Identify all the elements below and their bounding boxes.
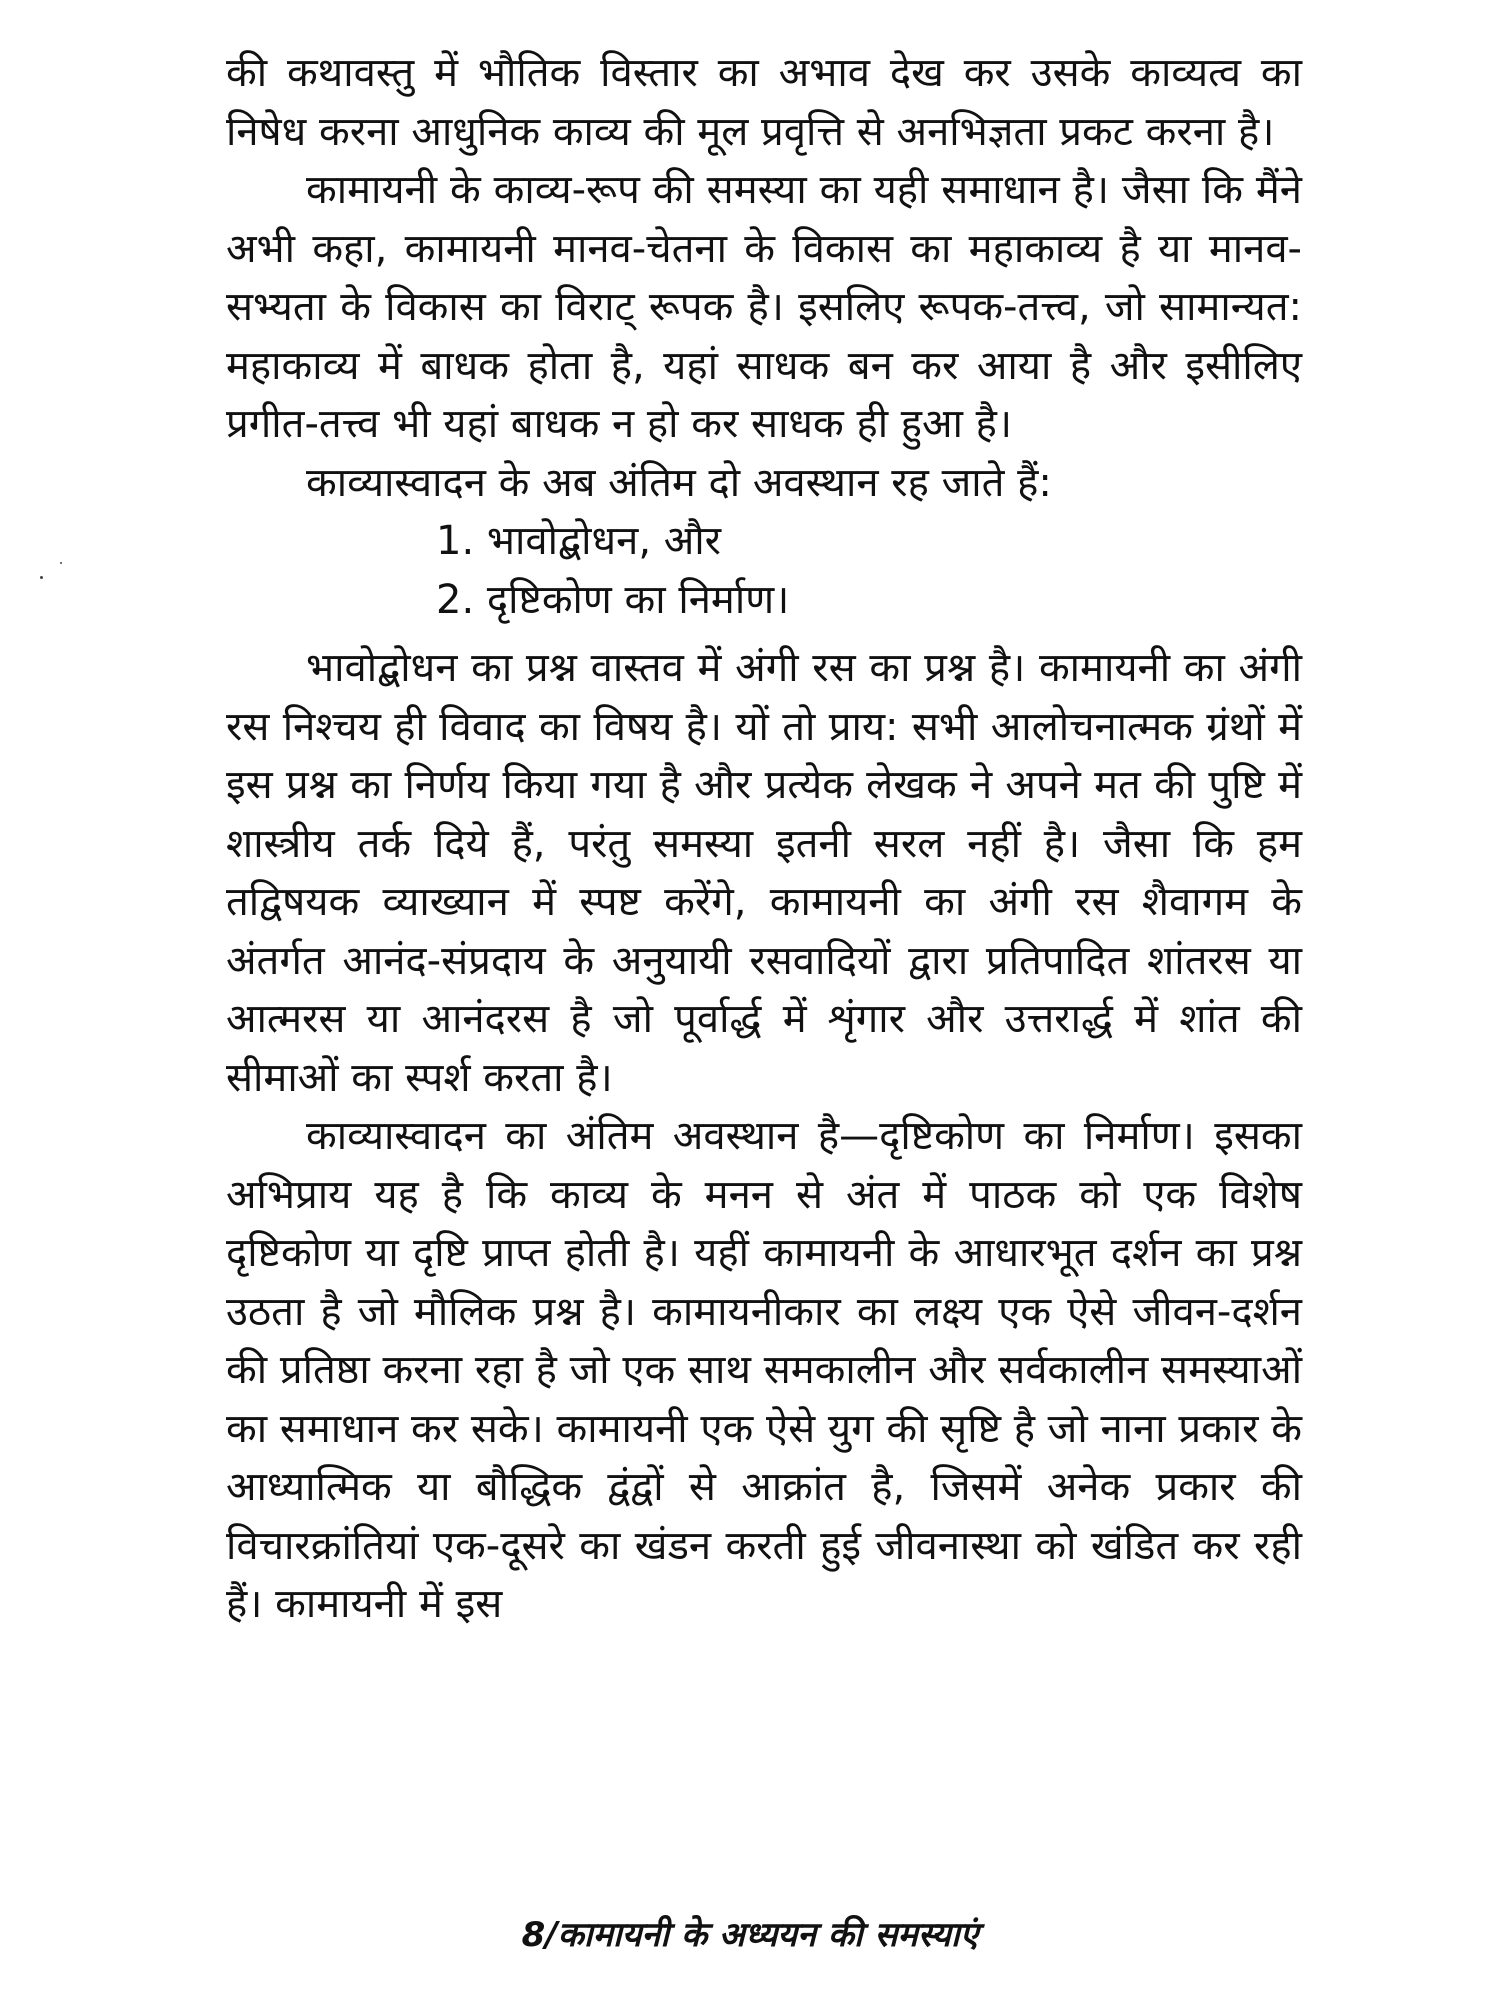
scan-speck-2 [60,562,62,564]
footer-separator: / [545,1915,558,1955]
paragraph-5: काव्यास्वादन का अंतिम अवस्थान है—दृष्टिकोण का निर्माण। इसका अभिप्राय यह है कि काव्य के मनन से अंत में पाठक को एक विशेष दृष्टिकोण या दृष्टि प्राप्त होती है। यहीं कामायनी के आधारभूत दर्शन का प्रश्न उठता है जो मौलिक प्रश्न है। कामायनीकार का लक्ष्य एक ऐसे जीवन-दर्शन की प्रतिष्ठा करना रहा है जो एक साथ समकालीन और सर्वकालीन समस्याओं का समाधान कर सके। कामायनी एक ऐसे युग की सृष्टि है जो नाना प्रकार के आध्यात्मिक या बौद्धिक द्वंद्वों से आक्रांत है, जिसमें अनेक प्रकार की विचारक्रांतियां एक-दूसरे का खंडन करती हुई जीवनास्था को खंडित कर रही हैं। कामायनी में इस [226,1113,1302,1627]
numbered-list [226,512,1302,629]
page-number: 8 [521,1915,546,1955]
paragraph-2: कामायनी के काव्य-रूप की समस्या का यही समाधान है। जैसा कि मैंने अभी कहा, कामायनी मानव-चेतना के विकास का महाकाव्य है या मानव-सभ्यता के विकास का विराट् रूपक है। इसलिए रूपक-तत्त्व, जो सामान्यत: महाकाव्य में बाधक होता है, यहां साधक बन कर आया है और इसीलिए प्रगीत-तत्त्व भी यहां बाधक न हो कर साधक ही हुआ है। [226,167,1302,447]
book-title: कामायनी के अध्ययन की समस्याएं [557,1915,979,1955]
paragraph-4: भावोद्बोधन का प्रश्न वास्तव में अंगी रस का प्रश्न है। कामायनी का अंगी रस निश्चय ही विवाद का विषय है। यों तो प्राय: सभी आलोचनात्मक ग्रंथों में इस प्रश्न का निर्णय किया गया है और प्रत्येक लेखक ने अपने मत की पुष्टि में शास्त्रीय तर्क दिये हैं, परंतु समस्या इतनी सरल नहीं है। जैसा कि हम तद्विषयक व्याख्यान में स्पष्ट करेंगे, कामायनी का अंगी रस शैवागम के अंतर्गत आनंद-संप्रदाय के अनुयायी रसवादियों द्वारा प्रतिपादित शांतरस या आत्मरस या आनंदरस है जो पूर्वार्द्ध में शृंगार और उत्तरार्द्ध में शांत की सीमाओं का स्पर्श करता है। [226,645,1302,1101]
page-footer [0,1910,1500,1956]
page-body [226,44,1302,1634]
paragraph-3: काव्यास्वादन के अब अंतिम दो अवस्थान रह जाते हैं: [306,459,1052,506]
scan-speck-1 [40,576,43,579]
list-item-2: 2. दृष्टिकोण का निर्माण। [436,576,790,623]
list-item-1: 1. भावोद्बोधन, और [436,518,722,564]
paragraph-1: की कथावस्तु में भौतिक विस्तार का अभाव देख कर उसके काव्यत्व का निषेध करना आधुनिक काव्य की मूल प्रवृत्ति से अनभिज्ञता प्रकट करना है। [226,50,1302,155]
